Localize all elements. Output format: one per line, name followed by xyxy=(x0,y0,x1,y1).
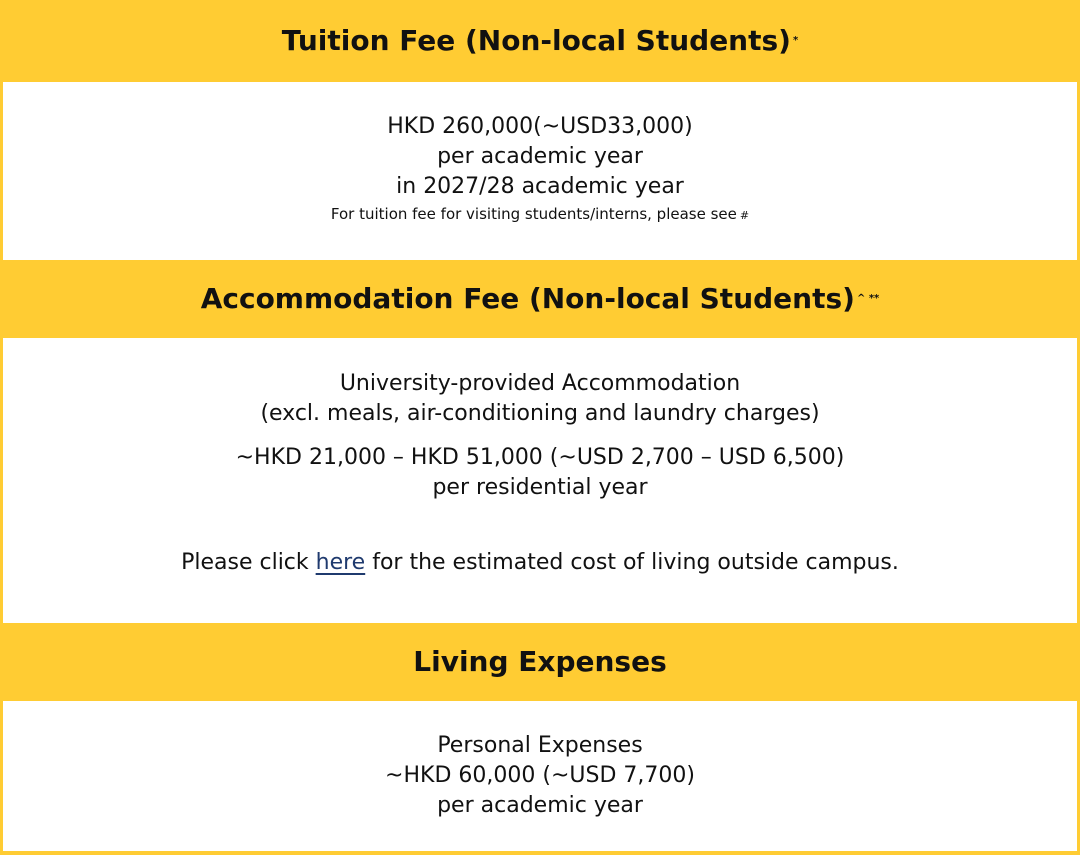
tuition-fee-visiting-note-text: For tuition fee for visiting students/interns, please see xyxy=(330,205,737,223)
outside-campus-prefix: Please click xyxy=(181,550,309,575)
living-expenses-title: Living Expenses xyxy=(413,645,667,678)
outside-campus-here-link[interactable]: here xyxy=(315,550,366,575)
outside-campus-suffix: for the estimated cost of living outside campus. xyxy=(372,550,899,575)
tuition-fee-year: in 2027/28 academic year xyxy=(396,174,684,199)
personal-expenses-label: Personal Expenses xyxy=(437,733,643,758)
tuition-fee-visiting-note xyxy=(3,204,1077,226)
accommodation-amount: ~HKD 21,000 – HKD 51,000 (~USD 2,700 – USD 6,500) xyxy=(235,445,845,470)
tuition-fee-amount: HKD 260,000(~USD33,000) xyxy=(387,114,693,139)
tuition-fee-period: per academic year xyxy=(437,144,643,169)
tuition-fee-header xyxy=(0,0,1080,82)
accommodation-period: per residential year xyxy=(432,475,648,500)
accommodation-type: University-provided Accommodation xyxy=(339,371,741,396)
accommodation-exclusions: (excl. meals, air-conditioning and laundry charges) xyxy=(260,401,820,426)
living-expenses-header xyxy=(0,623,1080,701)
tuition-fee-visiting-note-mark: # xyxy=(739,209,750,222)
accommodation-fee-panel xyxy=(3,338,1077,623)
outside-campus-note xyxy=(3,548,1077,578)
tuition-fee-panel xyxy=(3,82,1077,260)
accommodation-fee-header xyxy=(0,260,1080,338)
accommodation-fee-title-mark: ^ ** xyxy=(856,293,880,304)
tuition-fee-title-mark: * xyxy=(792,35,799,46)
personal-expenses-amount: ~HKD 60,000 (~USD 7,700) xyxy=(385,763,695,788)
living-expenses-panel xyxy=(3,701,1077,851)
tuition-fee-title: Tuition Fee (Non-local Students) xyxy=(281,24,791,57)
personal-expenses-period: per academic year xyxy=(437,793,643,818)
accommodation-fee-title: Accommodation Fee (Non-local Students) xyxy=(200,282,855,315)
